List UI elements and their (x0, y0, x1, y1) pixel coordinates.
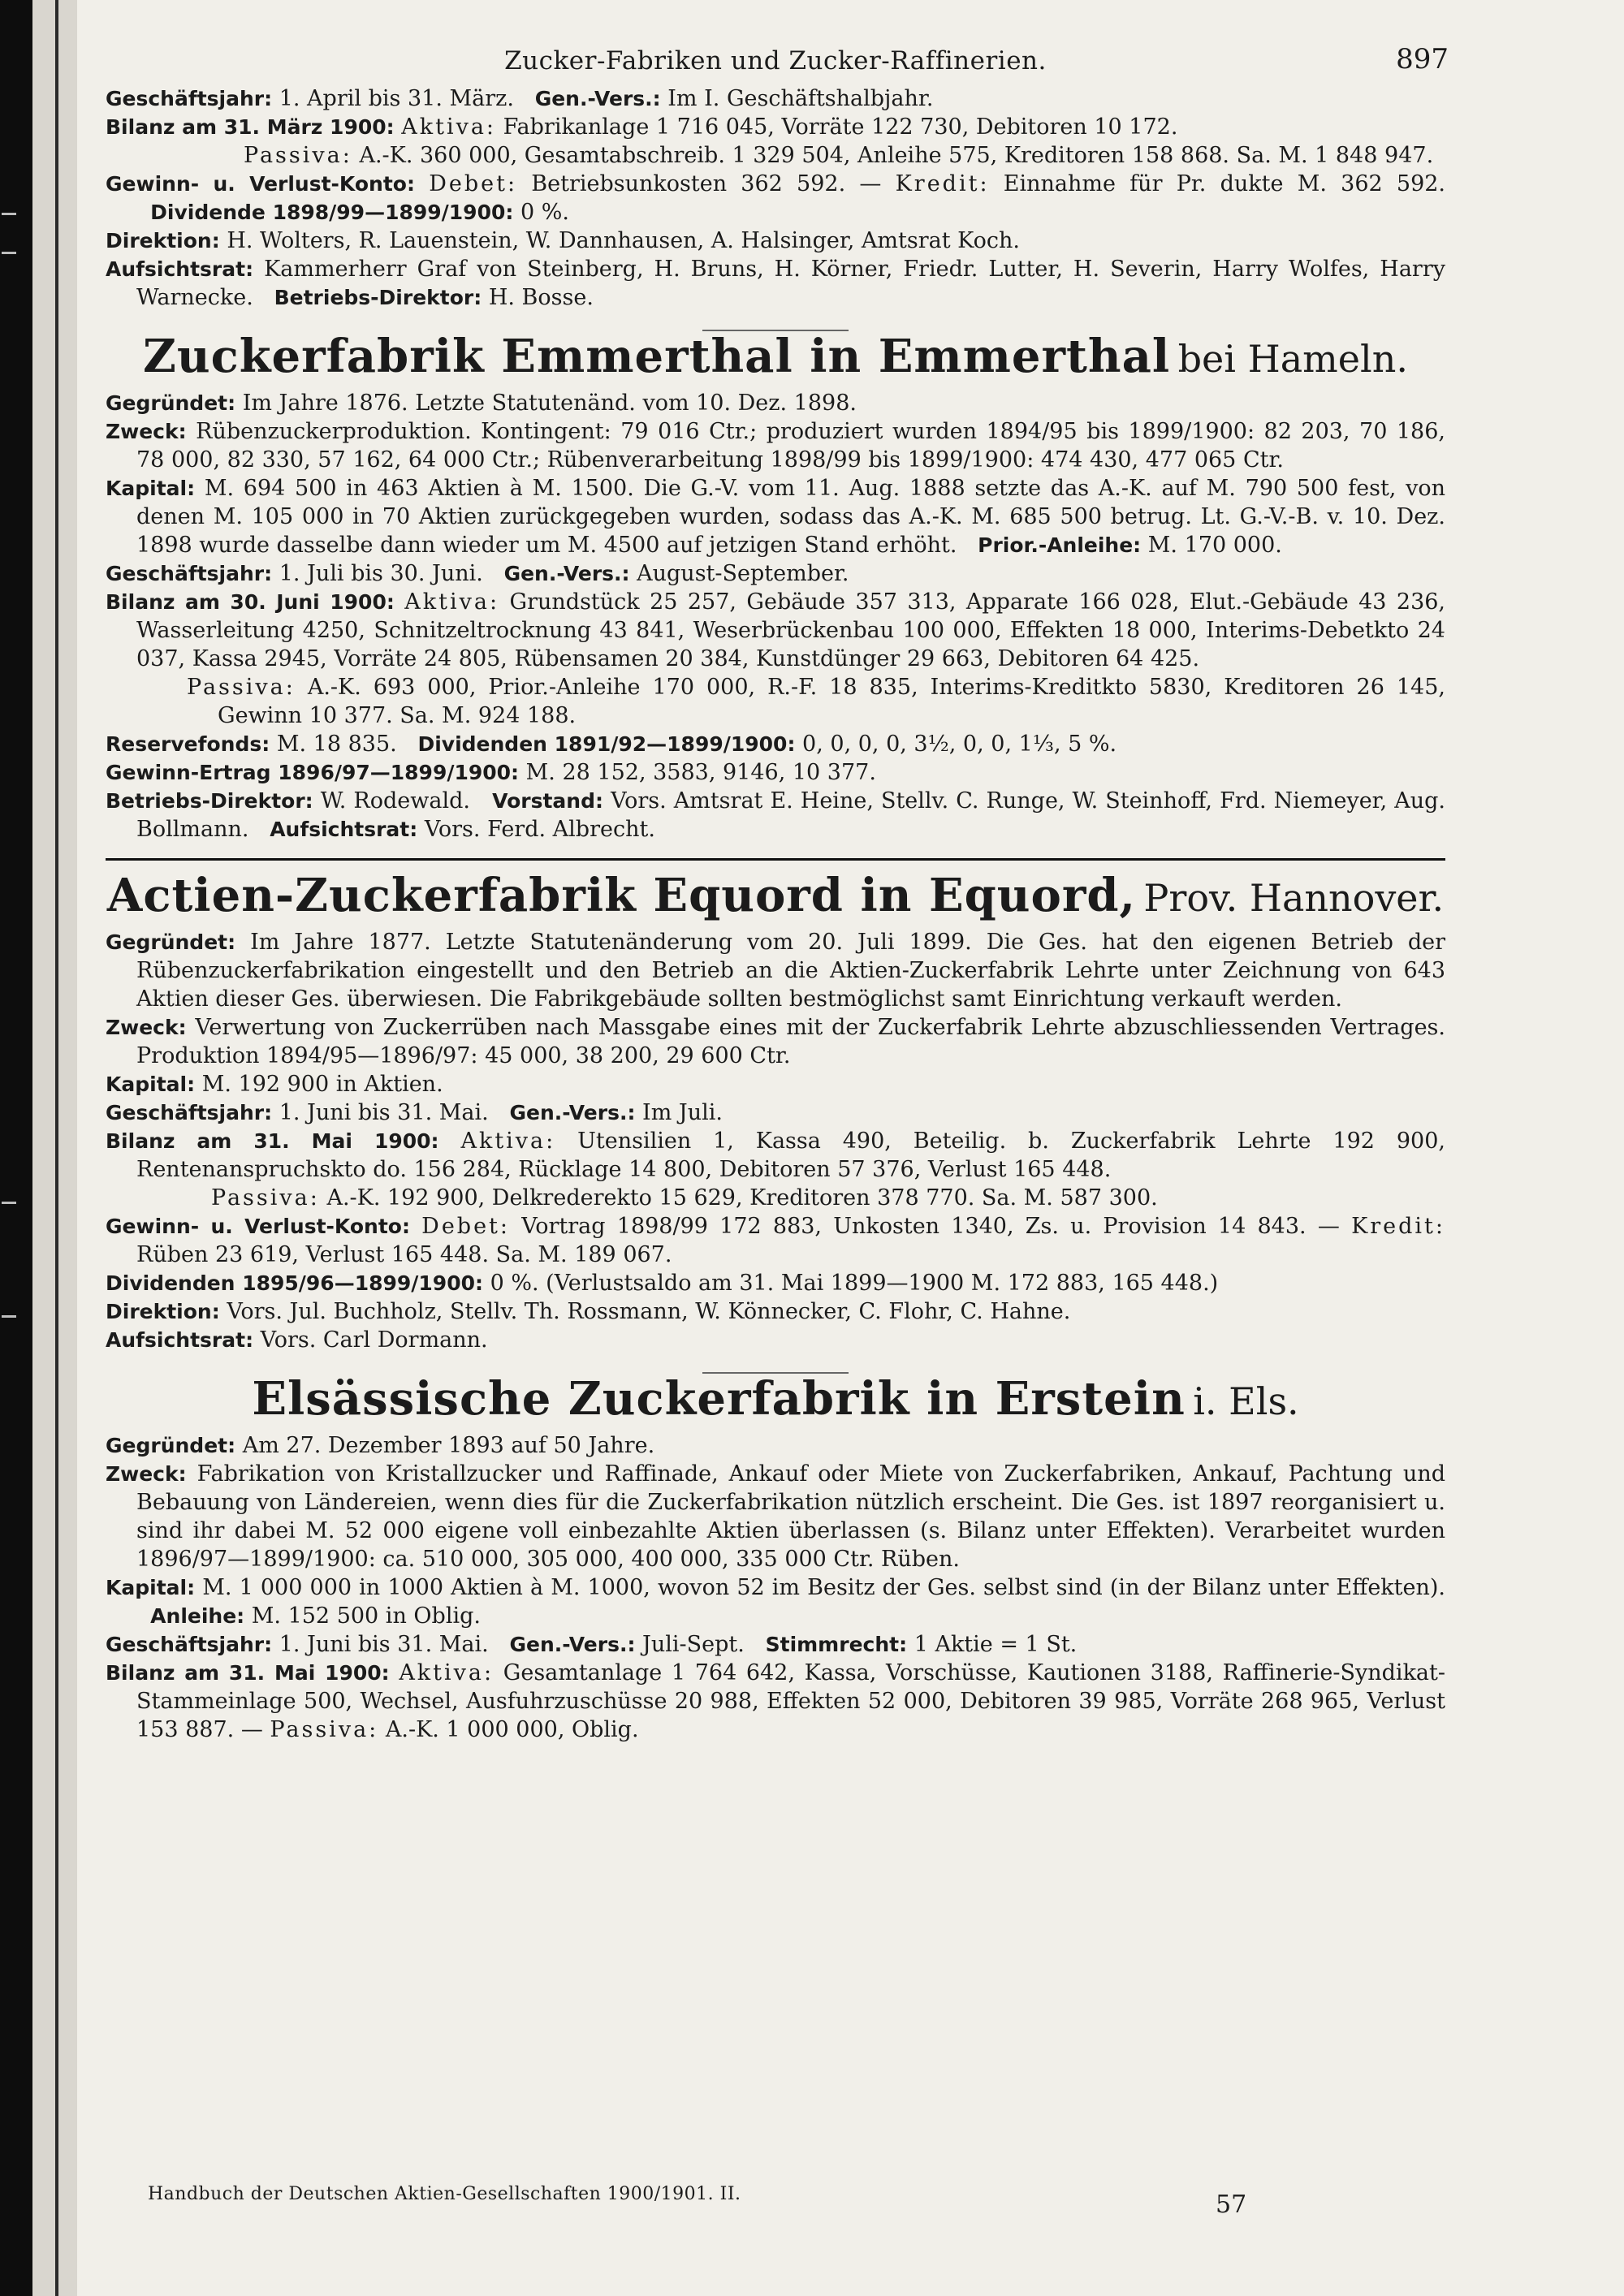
company-heading (106, 869, 1445, 922)
label: Dividende 1898/99—1899/1900: (150, 201, 514, 224)
aktiva-label: Aktiva: (460, 1129, 556, 1154)
label: Gewinn- u. Verlust-Konto: (106, 172, 415, 196)
equord-zweck (106, 1013, 1445, 1070)
label: Gen.-Vers.: (534, 87, 661, 110)
equord-gewinn-verlust (106, 1212, 1445, 1269)
value: A.-K. 693 000, Prior.-Anleihe 170 000, R.-F. 18 835, Interims-Kreditkto 5830, Kreditoren 26 145, Gewinn 10 377. Sa. M. 924 188. (218, 675, 1445, 728)
label: Geschäftsjahr: (106, 1633, 273, 1656)
emmerthal-kapital (106, 474, 1445, 559)
value: M. 192 900 in Aktien. (201, 1072, 443, 1097)
value: Rübenzuckerproduktion. Kontingent: 79 016 Ctr.; produziert wurden 1894/95 bis 1899/1900: 82 203, 70 186, 78 000, 82 330, 57 162, 64 000 Ctr.; Rübenverarbeitung 1898/99 bis 1899/1900: 474 430, 477 065 Ctr. (136, 419, 1445, 473)
emmerthal-bilanz (106, 588, 1445, 673)
label: Gegründet: (106, 1434, 236, 1457)
emmerthal-ertrag (106, 758, 1445, 787)
passiva-label: Passiva: (270, 1717, 379, 1742)
value: 1. April bis 31. März. (279, 86, 514, 111)
equord-gegruendet (106, 928, 1445, 1013)
value: W. Rodewald. (320, 788, 470, 814)
prev-aufsichtsrat (106, 255, 1445, 312)
value: Am 27. Dezember 1893 auf 50 Jahre. (242, 1433, 655, 1458)
value: Vors. Carl Dormann. (260, 1327, 488, 1353)
equord-bilanz (106, 1127, 1445, 1184)
company-heading (106, 330, 1445, 383)
value: Utensilien 1, Kassa 490, Beteilig. b. Zuckerfabrik Lehrte 192 900, Rentenanspruchskto do. 156 284, Rücklage 14 800, Debitoren 57 376, Verlust 165 448. (136, 1129, 1445, 1182)
debet-label: Debet: (429, 171, 518, 196)
label: Gewinn-Ertrag 1896/97—1899/1900: (106, 761, 520, 784)
label: Gewinn- u. Verlust-Konto: (106, 1215, 410, 1238)
value: 0, 0, 0, 0, 3½, 0, 0, 1⅓, 5 %. (802, 732, 1117, 757)
label: Zweck: (106, 1016, 187, 1039)
value: M. 28 152, 3583, 9146, 10 377. (525, 760, 876, 785)
value: Vortrag 1898/99 172 883, Unkosten 1340, Zs. u. Provision 14 843. — (521, 1214, 1340, 1239)
value: August-September. (637, 561, 849, 586)
company-heading (106, 1372, 1445, 1426)
emmerthal-passiva (187, 673, 1445, 730)
label: Bilanz am 30. Juni 1900: (106, 590, 395, 614)
label: Gen.-Vers.: (503, 562, 630, 585)
running-header-title: Zucker-Fabriken und Zucker-Raffinerien. (504, 46, 1047, 76)
value: Im Juli. (642, 1100, 723, 1125)
kredit-label: Kredit: (1351, 1214, 1445, 1239)
aktiva-label: Aktiva: (404, 589, 500, 615)
prev-passiva (244, 141, 1445, 170)
value: 1. Juni bis 31. Mai. (279, 1100, 489, 1125)
emmerthal-direktion (106, 787, 1445, 844)
label: Geschäftsjahr: (106, 87, 273, 110)
value: Kammerherr Graf von Steinberg, H. Bruns, H. Körner, Friedr. Lutter, H. Severin, Harry Wolfes, Harry Warnecke. (136, 257, 1445, 310)
value: Rüben 23 619, Verlust 165 448. Sa. M. 189 067. (136, 1242, 672, 1267)
edge-marks (0, 0, 24, 2296)
equord-geschaeftsjahr (106, 1098, 1445, 1127)
label: Kapital: (106, 1072, 196, 1096)
gutter-line (55, 0, 58, 2296)
value: 1 Aktie = 1 St. (914, 1632, 1078, 1657)
equord-direktion (106, 1297, 1445, 1326)
sheet-number: 57 (1216, 2190, 1247, 2219)
company-title: Elsässische Zuckerfabrik in Erstein (252, 1372, 1186, 1426)
debet-label: Debet: (421, 1214, 511, 1239)
value: Vors. Ferd. Albrecht. (424, 817, 655, 842)
label: Bilanz am 31. Mai 1900: (106, 1129, 439, 1153)
label: Vorstand: (492, 789, 603, 813)
footer-title: Handbuch der Deutschen Aktien-Gesellschaften 1900/1901. II. (148, 2184, 741, 2204)
label: Gegründet: (106, 391, 236, 415)
label: Dividenden 1891/92—1899/1900: (417, 732, 796, 756)
label: Gen.-Vers.: (509, 1633, 636, 1656)
value: Im Jahre 1876. Letzte Statutenänd. vom 10. Dez. 1898. (242, 391, 857, 416)
label: Reservefonds: (106, 732, 270, 756)
prev-gewinn-verlust (106, 170, 1445, 227)
value: Betriebsunkosten 362 592. — (531, 171, 882, 196)
value: A.-K. 360 000, Gesamtabschreib. 1 329 504, Anleihe 575, Kreditoren 158 868. Sa. M. 1 848 947. (359, 143, 1434, 168)
label: Bilanz am 31. Mai 1900: (106, 1661, 390, 1685)
kredit-label: Kredit: (895, 171, 990, 196)
value: Juli-Sept. (642, 1632, 745, 1657)
prev-bilanz (106, 113, 1445, 141)
emmerthal-reserve (106, 730, 1445, 758)
erstein-geschaeftsjahr (106, 1630, 1445, 1659)
page (106, 42, 1449, 1744)
label: Bilanz am 31. März 1900: (106, 115, 395, 139)
page-number: 897 (1396, 43, 1449, 76)
value: Vors. Amtsrat E. Heine, Stellv. C. Runge, W. Steinhoff, Frd. Niemeyer, Aug. Bollmann. (136, 788, 1446, 842)
prev-company-section (106, 84, 1445, 312)
value: A.-K. 192 900, Delkrederekto 15 629, Kreditoren 378 770. Sa. M. 587 300. (326, 1185, 1158, 1211)
equord-passiva (211, 1184, 1445, 1212)
passiva-label: Passiva: (187, 675, 296, 700)
value: 0 %. (Verlustsaldo am 31. Mai 1899—1900 M. 172 883, 165 448.) (490, 1271, 1219, 1296)
label: Gen.-Vers.: (509, 1101, 636, 1124)
value: M. 152 500 in Oblig. (251, 1603, 481, 1629)
equord-section (106, 869, 1445, 1354)
equord-dividenden (106, 1269, 1445, 1297)
label: Aufsichtsrat: (270, 818, 418, 841)
emmerthal-zweck (106, 417, 1445, 474)
value: M. 18 835. (276, 732, 397, 757)
label: Geschäftsjahr: (106, 562, 273, 585)
label: Geschäftsjahr: (106, 1101, 273, 1124)
label: Kapital: (106, 1576, 196, 1599)
value: 0 %. (520, 200, 569, 225)
value: A.-K. 1 000 000, Oblig. (385, 1717, 639, 1742)
label: Kapital: (106, 477, 196, 500)
value: Fabrikanlage 1 716 045, Vorräte 122 730, Debitoren 10 172. (503, 114, 1178, 140)
equord-kapital (106, 1070, 1445, 1098)
label: Betriebs-Direktor: (274, 286, 482, 309)
equord-aufsichtsrat (106, 1326, 1445, 1354)
erstein-section (106, 1372, 1445, 1744)
value: H. Bosse. (488, 285, 594, 310)
label: Dividenden 1895/96—1899/1900: (106, 1271, 483, 1295)
emmerthal-geschaeftsjahr (106, 559, 1445, 588)
company-location: i. Els. (1193, 1379, 1299, 1423)
label: Aufsichtsrat: (106, 257, 254, 281)
label: Zweck: (106, 420, 187, 443)
company-title: Zuckerfabrik Emmerthal in Emmerthal (143, 330, 1171, 383)
label: Stimmrecht: (765, 1633, 908, 1656)
erstein-bilanz (106, 1659, 1445, 1744)
company-location: Prov. Hannover. (1143, 876, 1445, 920)
value: Grundstück 25 257, Gebäude 357 313, Apparate 166 028, Elut.-Gebäude 43 236, Wasserleitung 4250, Schnitzeltrocknung 43 841, Weserbrückenbau 100 000, Effekten 18 000, Interims-Debetkto 24 037, Kassa 2945, Vorräte 24 805, Rübensamen 20 384, Kunstdünger 29 663, Debitoren 64 425. (136, 589, 1446, 671)
label: Aufsichtsrat: (106, 1328, 254, 1352)
label: Anleihe: (150, 1604, 245, 1628)
value: Gesamtanlage 1 764 642, Kassa, Vorschüsse, Kautionen 3188, Raffinerie-Syndikat-Stammeinlage 500, Wechsel, Ausfuhrzuschüsse 20 988, Effekten 52 000, Debitoren 39 985, Vorräte 268 965, Verlust 153 887. — (136, 1660, 1445, 1742)
value: Vors. Jul. Buchholz, Stellv. Th. Rossmann, W. Könnecker, C. Flohr, C. Hahne. (227, 1299, 1071, 1324)
passiva-label: Passiva: (244, 143, 352, 168)
emmerthal-section (106, 330, 1446, 844)
label: Direktion: (106, 229, 220, 252)
aktiva-label: Aktiva: (401, 114, 497, 140)
label: Direktion: (106, 1300, 220, 1323)
value: Verwertung von Zuckerrüben nach Massgabe eines mit der Zuckerfabrik Lehrte abzuschliessenden Vertrages. Produktion 1894/95—1896/97: 45 000, 38 200, 29 600 Ctr. (136, 1015, 1445, 1068)
value: Im Jahre 1877. Letzte Statutenänderung vom 20. Juli 1899. Die Ges. hat den eigenen Betrieb der Rübenzuckerfabrikation eingestellt und den Betrieb an die Aktien-Zuckerfabrik Lehrte unter Zeichnung von 643 Aktien dieser Ges. überwiesen. Die Fabrikgebäude sollten bestmöglichst samt Einrichtung verkauft werden. (136, 930, 1445, 1012)
prev-direktion (106, 227, 1445, 255)
emmerthal-gegruendet (106, 389, 1445, 417)
label: Gegründet: (106, 930, 236, 954)
label: Betriebs-Direktor: (106, 789, 313, 813)
label: Zweck: (106, 1462, 187, 1486)
company-title: Actien-Zuckerfabrik Equord in Equord, (106, 869, 1137, 922)
prev-geschaeftsjahr (106, 84, 1445, 113)
value: 1. Juli bis 30. Juni. (279, 561, 483, 586)
erstein-kapital (106, 1573, 1445, 1630)
value: H. Wolters, R. Lauenstein, W. Dannhausen, A. Halsinger, Amtsrat Koch. (227, 228, 1020, 253)
section-rule (106, 858, 1445, 861)
value: Fabrikation von Kristallzucker und Raffinade, Ankauf oder Miete von Zuckerfabriken, Ankauf, Pachtung und Bebauung von Ländereien, wenn dies für die Zuckerfabrikation nützlich erscheint. Die Ges. ist 1897 reorganisiert u. sind ihr dabei M. 52 000 eigene voll einbezahlte Aktien überlassen (s. Bilanz unter Effekten). Verarbeitet wurden 1896/97—1899/1900: ca. 510 000, 305 000, 400 000, 335 000 Ctr. Rüben. (136, 1461, 1445, 1572)
value: Einnahme für Pr. dukte M. 362 592. (1003, 171, 1446, 196)
label: Prior.-Anleihe: (978, 533, 1142, 557)
value: M. 170 000. (1147, 533, 1282, 558)
value: M. 694 500 in 463 Aktien à M. 1500. Die G.-V. vom 11. Aug. 1888 setzte das A.-K. auf M. 790 500 fest, von denen M. 105 000 in 70 Aktien zurückgegeben wurden, sodass das A.-K. M. 685 500 betrug. Lt. G.-V.-B. v. 10. Dez. 1898 wurde dasselbe dann wieder um M. 4500 auf jetzigen Stand erhöht. (136, 476, 1445, 558)
passiva-label: Passiva: (211, 1185, 320, 1211)
erstein-gegruendet (106, 1431, 1445, 1460)
aktiva-label: Aktiva: (399, 1660, 495, 1685)
running-header (106, 42, 1449, 84)
value: Im I. Geschäftshalbjahr. (667, 86, 934, 111)
value: M. 1 000 000 in 1000 Aktien à M. 1000, wovon 52 im Besitz der Ges. selbst sind (in der Bilanz unter Effekten). (202, 1575, 1445, 1600)
value: 1. Juni bis 31. Mai. (279, 1632, 489, 1657)
company-location: bei Hameln. (1177, 337, 1408, 381)
erstein-zweck (106, 1460, 1445, 1573)
